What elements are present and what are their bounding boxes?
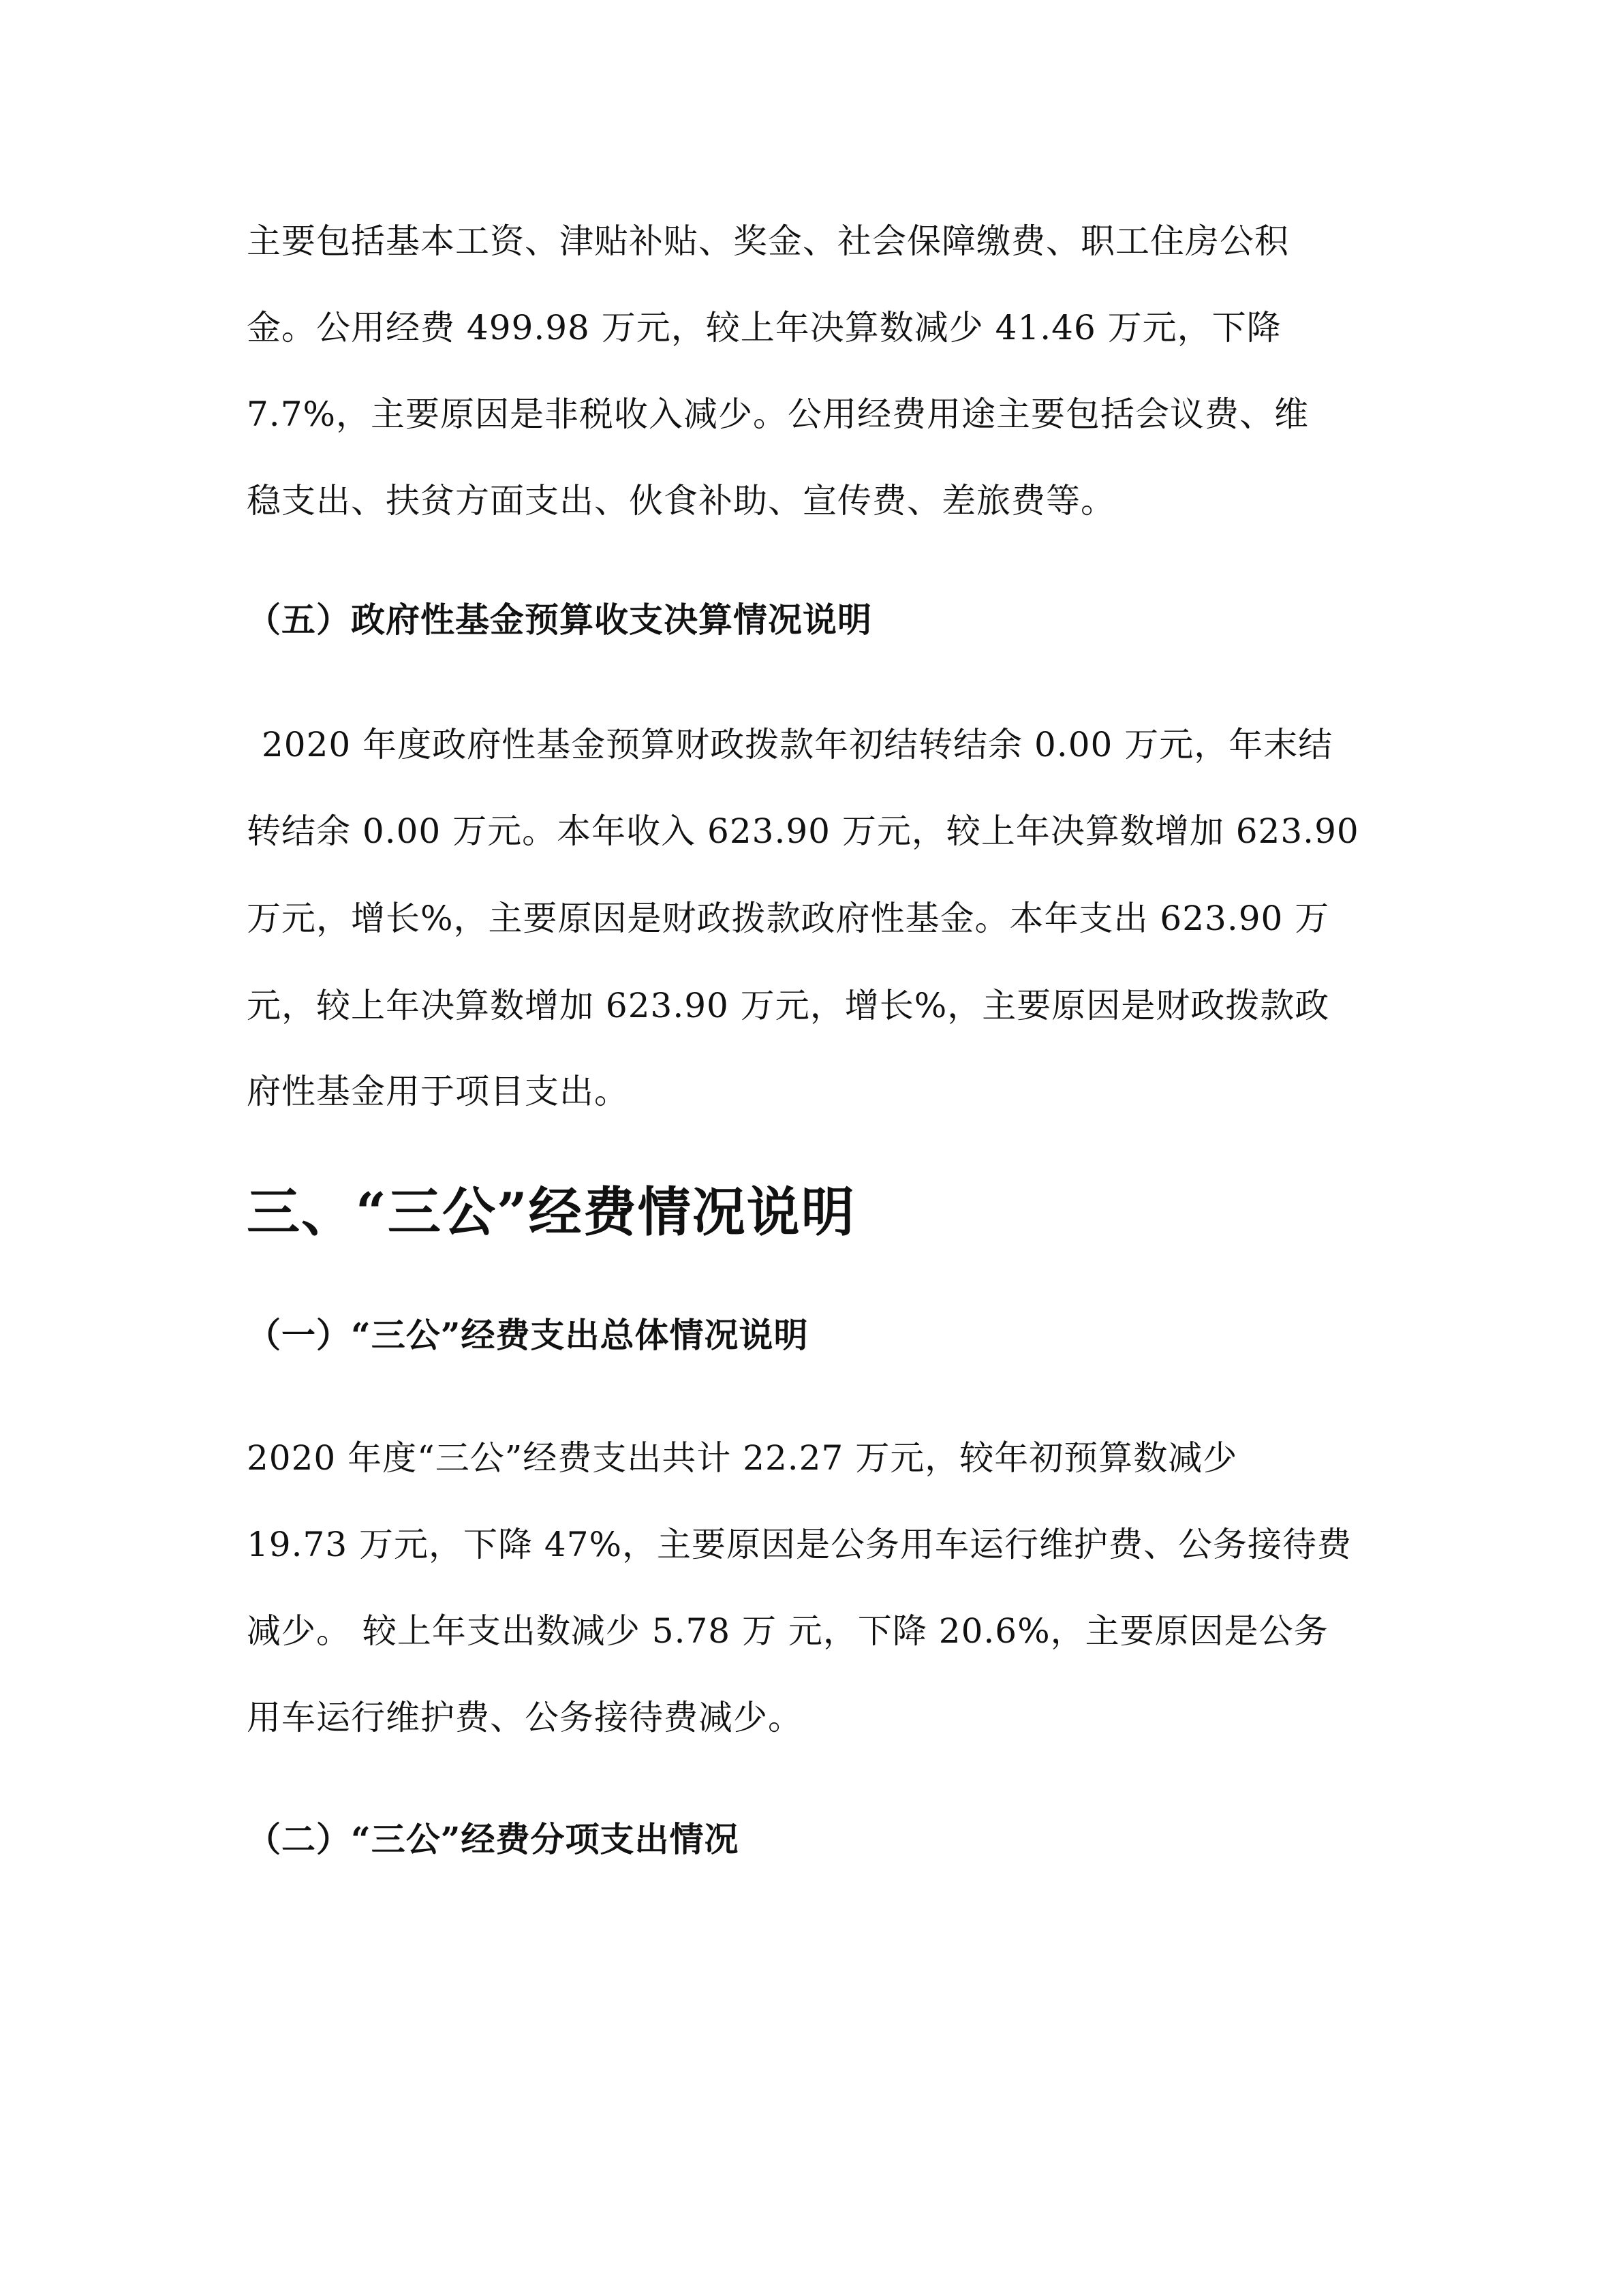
paragraph-2-line-1: 2020 年度政府性基金预算财政拨款年初结转结余 0.00 万元，年末结 — [262, 725, 1333, 764]
subheading-three-public-overall: （一）“三公”经费支出总体情况说明 — [247, 1315, 809, 1355]
paragraph-1-line-1: 主要包括基本工资、津贴补贴、奖金、社会保障缴费、职工住房公积 — [247, 221, 1289, 261]
paragraph-2-line-5: 府性基金用于项目支出。 — [247, 1072, 629, 1111]
section-heading-three-public: 三、“三公”经费情况说明 — [247, 1181, 856, 1243]
paragraph-1-line-2: 金。公用经费 499.98 万元，较上年决算数减少 41.46 万元，下降 — [247, 308, 1282, 347]
paragraph-1-line-3: 7.7%，主要原因是非税收入减少。公用经费用途主要包括会议费、维 — [247, 394, 1310, 434]
paragraph-2-line-2: 转结余 0.00 万元。本年收入 623.90 万元，较上年决算数增加 623.90 — [247, 811, 1359, 851]
paragraph-2-line-3: 万元，增长%，主要原因是财政拨款政府性基金。本年支出 623.90 万 — [247, 899, 1330, 938]
paragraph-3-line-4: 用车运行维护费、公务接待费减少。 — [247, 1698, 803, 1737]
paragraph-3-line-2: 19.73 万元，下降 47%，主要原因是公务用车运行维护费、公务接待费 — [247, 1525, 1352, 1564]
paragraph-3-line-1: 2020 年度“三公”经费支出共计 22.27 万元，较年初预算数减少 — [247, 1438, 1238, 1478]
paragraph-3-line-3: 减少。 较上年支出数减少 5.78 万 元，下降 20.6%，主要原因是公务 — [247, 1611, 1329, 1651]
subheading-three-public-itemized: （二）“三公”经费分项支出情况 — [247, 1819, 739, 1859]
paragraph-1-line-4: 稳支出、扶贫方面支出、伙食补助、宣传费、差旅费等。 — [247, 481, 1115, 521]
paragraph-2-line-4: 元，较上年决算数增加 623.90 万元，增长%，主要原因是财政拨款政 — [247, 986, 1330, 1025]
subheading-government-fund: （五）政府性基金预算收支决算情况说明 — [247, 600, 872, 640]
